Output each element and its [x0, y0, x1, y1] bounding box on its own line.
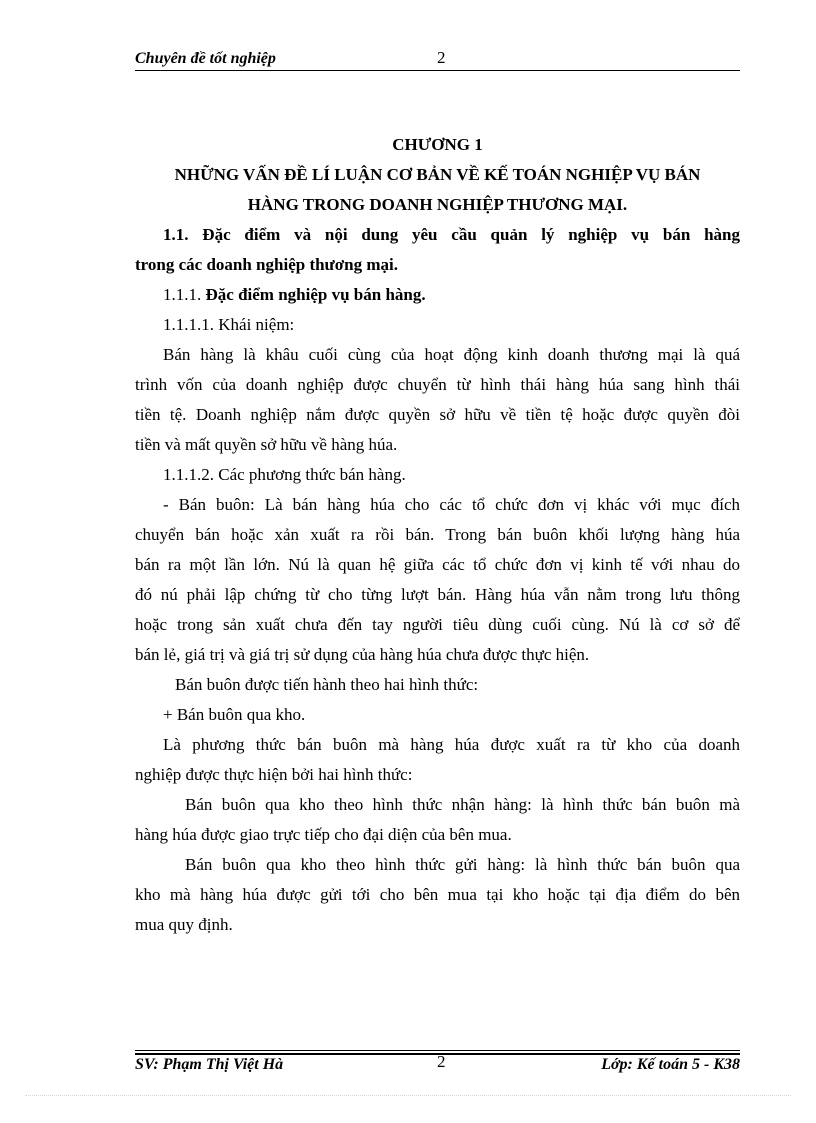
chapter-label: CHƯƠNG 1: [392, 135, 483, 154]
footer-student: SV: Phạm Thị Việt Hà: [135, 1056, 284, 1073]
footer-rule-thin: [135, 1050, 740, 1051]
para-receive-line: Bán buôn qua kho theo hình thức nhận hàng: là hình thức bán buôn mà: [185, 795, 740, 814]
section-1-1-1-1-heading: 1.1.1.1. Khái niệm:: [163, 315, 295, 334]
header-rule: [135, 70, 740, 71]
para-method-line: Là phương thức bán buôn mà hàng húa được xuất ra từ kho của doanh: [163, 735, 740, 754]
chapter-title-line-2: HÀNG TRONG DOANH NGHIỆP THƯƠNG MẠI.: [247, 195, 628, 214]
para-concept-line: trình vốn của doanh nghiệp được chuyển từ hình thái hàng húa sang hình thái: [135, 375, 740, 394]
para-send-line: mua quy định.: [135, 915, 233, 934]
section-1-1-1-title: Đặc điểm nghiệp vụ bán hàng.: [205, 285, 426, 304]
section-1-1-1-2-heading: 1.1.1.2. Các phương thức bán hàng.: [163, 465, 406, 484]
header-title: Chuyên đề tốt nghiệp: [135, 50, 276, 67]
para-forms: Bán buôn được tiến hành theo hai hình thức:: [175, 675, 479, 694]
para-send-line: Bán buôn qua kho theo hình thức gửi hàng: là hình thức bán buôn qua: [185, 855, 740, 874]
header-page-number: 2: [437, 48, 446, 67]
para-via-warehouse: + Bán buôn qua kho.: [163, 705, 306, 724]
section-1-1-1-heading: [135, 280, 740, 310]
para-receive-line: hàng húa được giao trực tiếp cho đại diện của bên mua.: [135, 825, 512, 844]
para-wholesale-line: - Bán buôn: Là bán hàng húa cho các tổ chức đơn vị khác với mục đích: [163, 495, 740, 514]
para-wholesale-line: bán ra một lần lớn. Nú là quan hệ giữa các tổ chức đơn vị kinh tế với nhau do: [135, 555, 740, 574]
para-wholesale-line: bán lẻ, giá trị và giá trị sử dụng của hàng húa chưa được thực hiện.: [135, 645, 590, 664]
page-bottom-dotted-rule: [25, 1095, 791, 1096]
section-1-1-heading-line-1: 1.1. Đặc điểm và nội dung yêu cầu quản lý nghiệp vụ bán hàng: [163, 225, 740, 244]
para-method-line: nghiệp được thực hiện bởi hai hình thức:: [135, 765, 413, 784]
para-concept-line: Bán hàng là khâu cuối cùng của hoạt động kinh doanh thương mại là quá: [163, 345, 740, 364]
section-1-1-1-number: 1.1.1.: [163, 285, 206, 304]
para-concept-line: tiền tệ. Doanh nghiệp nắm được quyền sở hữu về tiền tệ hoặc được quyền đòi: [135, 405, 740, 424]
para-wholesale-line: đó nú phải lập chứng từ cho từng lượt bán. Hàng húa vẫn nằm trong lưu thông: [135, 585, 740, 604]
chapter-title-line-1: NHỮNG VẤN ĐỀ LÍ LUẬN CƠ BẢN VỀ KẾ TOÁN NGHIỆP VỤ BÁN: [174, 165, 701, 184]
document-body: [135, 130, 740, 940]
page-header: [135, 48, 740, 70]
footer-page-number: 2: [437, 1052, 446, 1071]
para-wholesale-line: hoặc trong sản xuất chưa đến tay người tiêu dùng cuối cùng. Nú là cơ sở để: [135, 615, 740, 634]
section-1-1-heading-line-2: trong các doanh nghiệp thương mại.: [135, 255, 399, 274]
para-wholesale-line: chuyển bán hoặc xản xuất ra rồi bán. Trong bán buôn khối lượng hàng húa: [135, 525, 740, 544]
footer-class: Lớp: Kế toán 5 - K38: [601, 1056, 740, 1073]
para-send-line: kho mà hàng húa được gửi tới cho bên mua tại kho hoặc tại địa điểm do bên: [135, 885, 740, 904]
para-concept-line: tiền và mất quyền sở hữu về hàng húa.: [135, 435, 398, 454]
